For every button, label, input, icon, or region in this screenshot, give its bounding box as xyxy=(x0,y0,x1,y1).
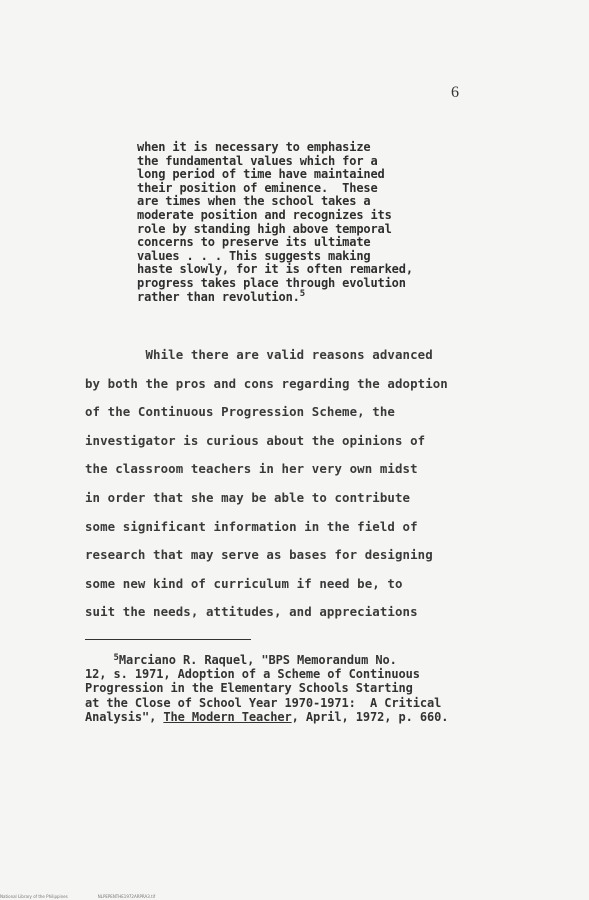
quote-line: concerns to preserve its ultimate xyxy=(137,235,371,250)
body-line: While there are valid reasons advanced xyxy=(85,347,433,362)
quote-line: moderate position and recognizes its xyxy=(137,207,392,222)
quote-line: are times when the school takes a xyxy=(137,194,371,209)
body-line: some new kind of curriculum if need be, to xyxy=(85,575,403,591)
body-line: research that may serve as bases for designing xyxy=(85,547,433,563)
body-paragraph xyxy=(85,341,525,627)
file-code: NLPEPENTHE1972ARPRA3.tif xyxy=(97,894,156,899)
quote-line: long period of time have maintained xyxy=(137,167,385,182)
footnote-line: 12, s. 1971, Adoption of a Scheme of Continuous xyxy=(85,667,420,682)
quote-line: values . . . This suggests making xyxy=(137,248,371,263)
body-line: of the Continuous Progression Scheme, the xyxy=(85,404,395,420)
journal-title: The Modern Teacher xyxy=(163,709,292,724)
page-number: 6 xyxy=(451,84,459,101)
body-line: investigator is curious about the opinions of xyxy=(85,432,426,448)
footnote-line: Analysis", xyxy=(85,709,164,724)
body-line: some significant information in the field of xyxy=(85,518,418,534)
footnote-marker: 5 xyxy=(299,288,305,299)
quote-line: the fundamental values which for a xyxy=(137,153,378,168)
quote-line: rather than revolution. xyxy=(137,289,300,304)
footnote-line: Progression in the Elementary Schools Starting xyxy=(85,681,413,696)
footnote xyxy=(85,653,545,724)
block-quote xyxy=(137,141,537,304)
footnote-line: at the Close of School Year 1970-1971: A Critical xyxy=(85,695,442,710)
quote-line: when it is necessary to emphasize xyxy=(137,140,371,154)
footnote-line: , April, 1972, p. 660. xyxy=(291,709,449,724)
footnote-number: 5 xyxy=(113,653,119,663)
footnote-line: Marciano R. Raquel, "BPS Memorandum No. xyxy=(118,653,397,667)
quote-line: progress takes place through evolution xyxy=(137,275,406,290)
body-line: by both the pros and cons regarding the adoption xyxy=(85,375,448,391)
library-label: National Library of the Philippines xyxy=(0,894,68,899)
body-line: suit the needs, attitudes, and appreciations xyxy=(85,604,418,620)
quote-line: their position of eminence. These xyxy=(137,180,378,195)
scan-footer xyxy=(0,894,185,899)
quote-line: haste slowly, for it is often remarked, xyxy=(137,262,413,277)
body-line: in order that she may be able to contribute xyxy=(85,489,411,505)
body-line: the classroom teachers in her very own midst xyxy=(85,461,418,477)
quote-line: role by standing high above temporal xyxy=(137,221,392,236)
footnote-divider xyxy=(85,639,251,640)
